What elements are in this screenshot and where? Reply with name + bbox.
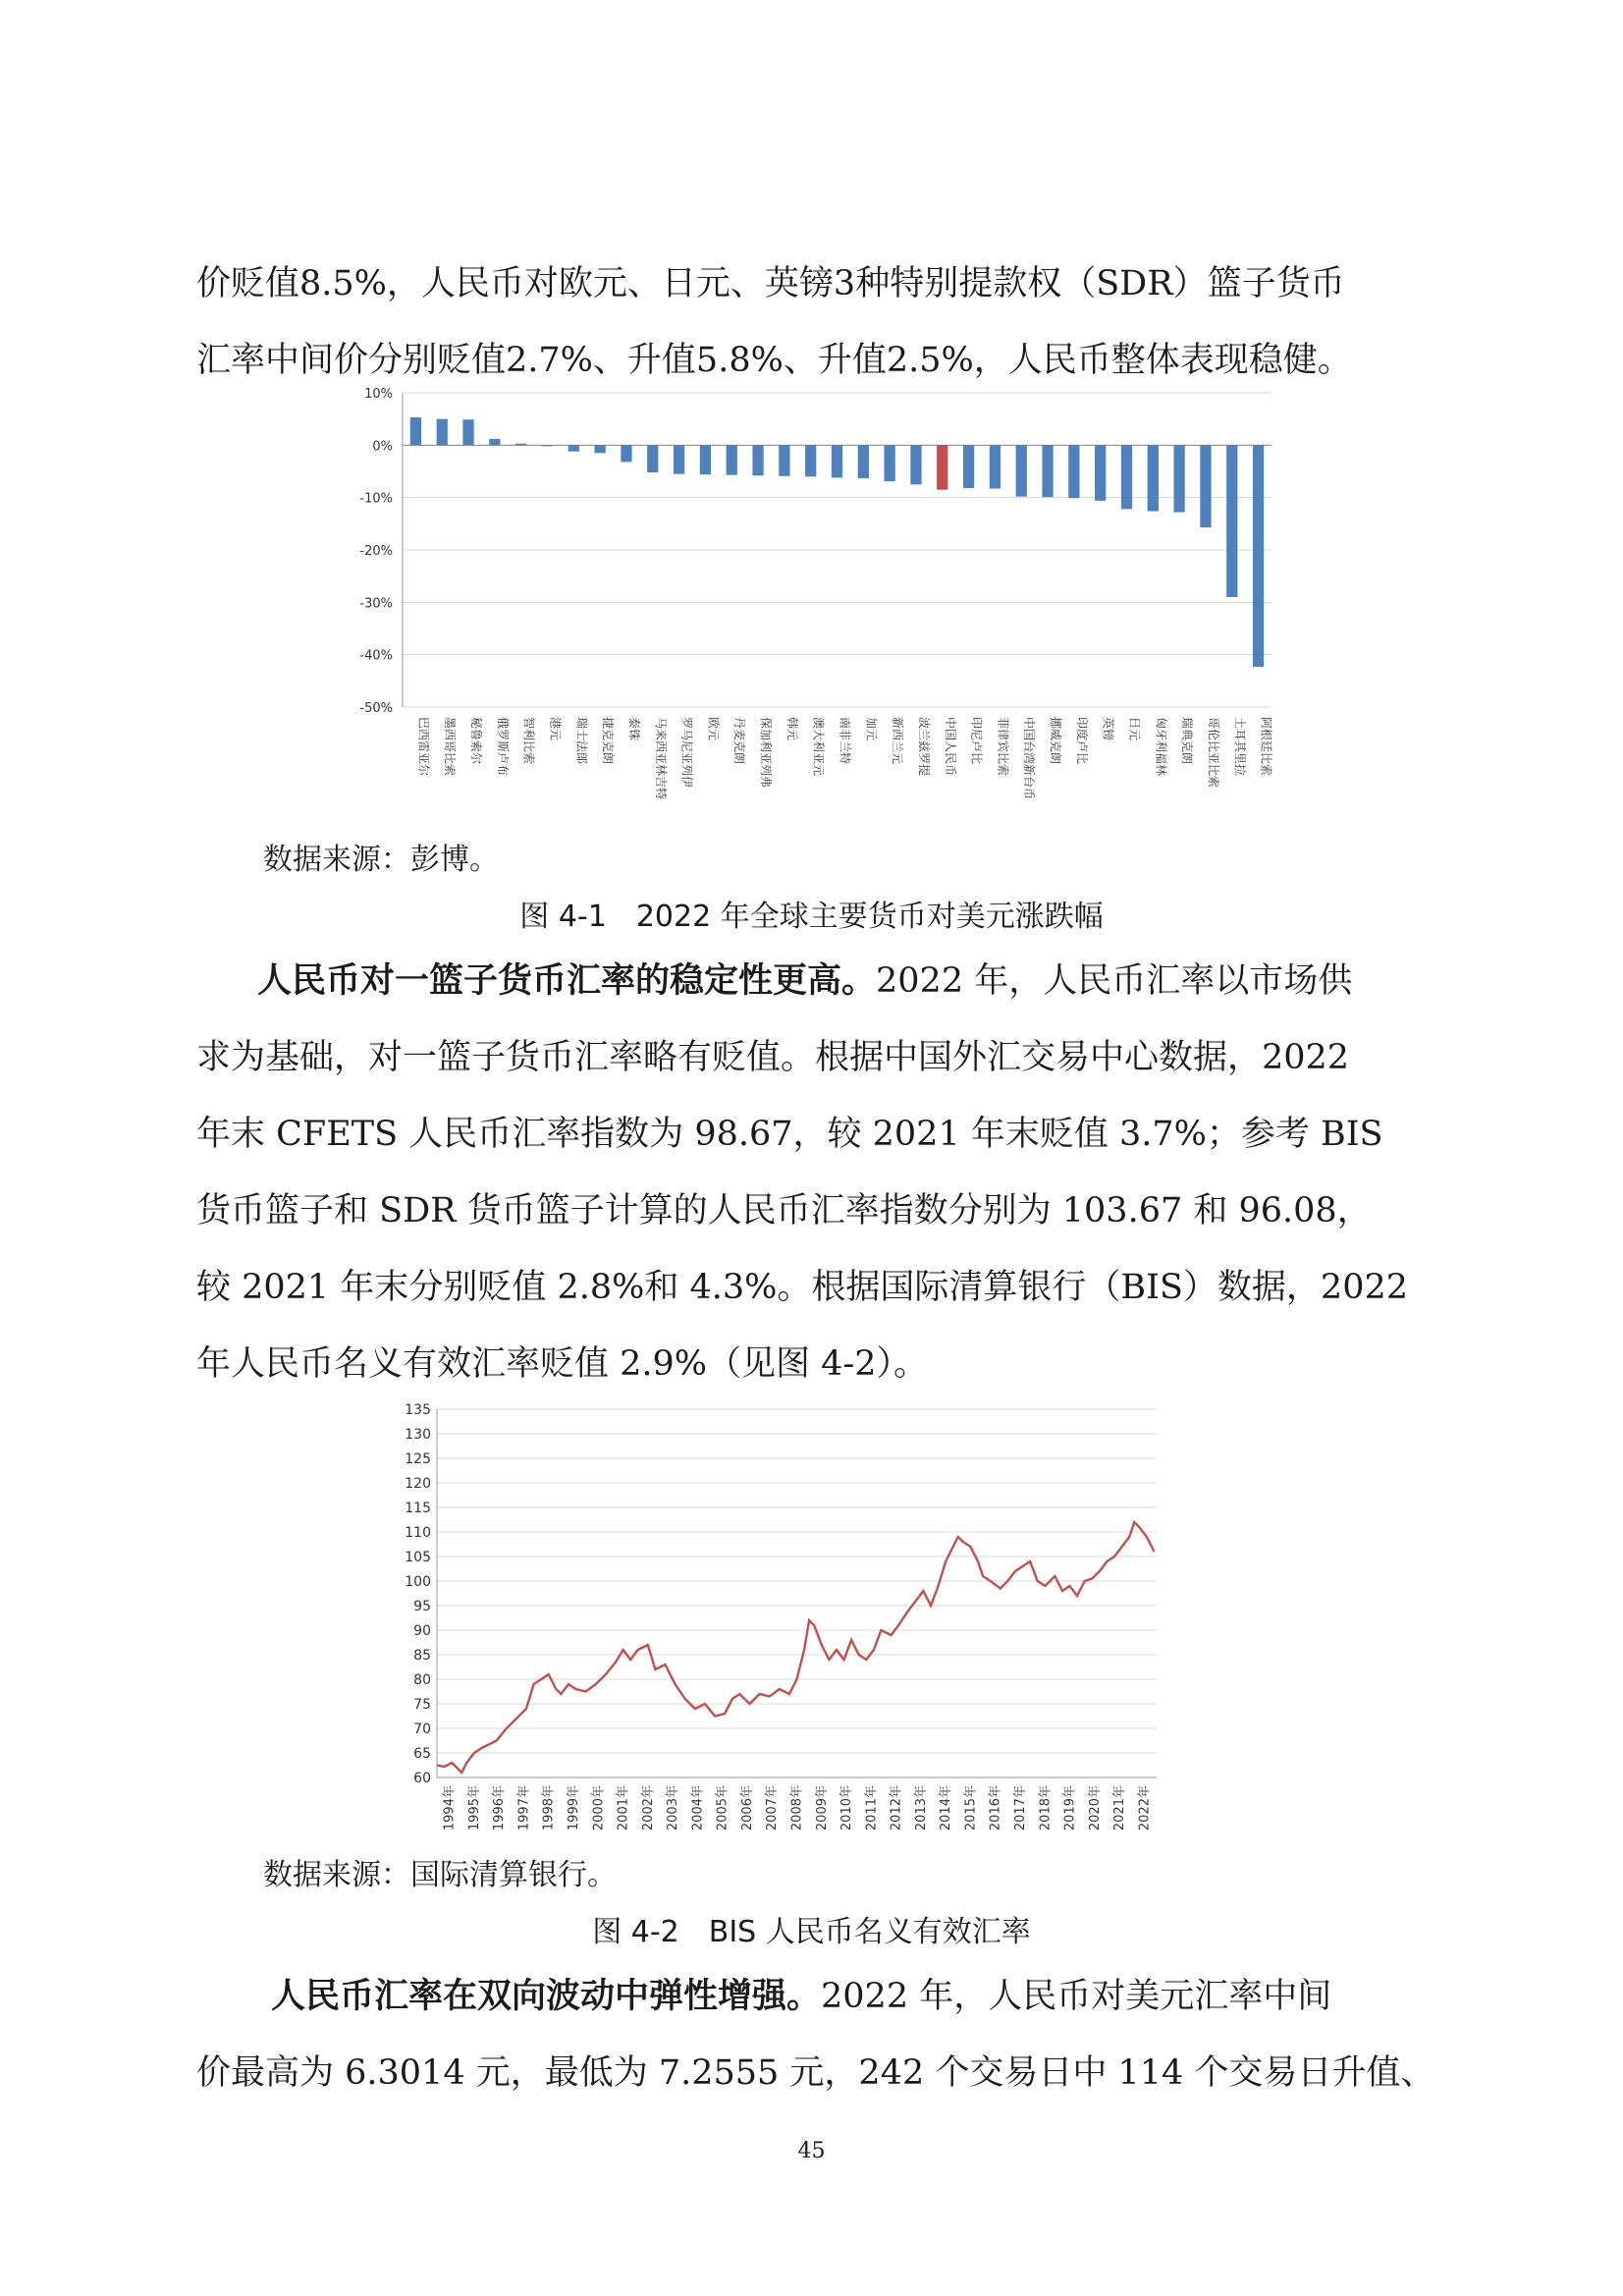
bar-chart-x-label: 港元 — [548, 717, 563, 741]
bar-chart-gridlines — [403, 393, 1271, 707]
line-chart-ytick-label: 80 — [413, 1672, 431, 1688]
bar — [832, 445, 842, 477]
bar — [700, 445, 711, 474]
bar-chart-x-label: 韩元 — [784, 717, 799, 741]
line-chart-x-label: 2006年 — [739, 1785, 755, 1831]
line-chart-ytick-label: 130 — [405, 1427, 431, 1443]
bar — [779, 445, 789, 475]
paragraph-2-line-6: 年人民币名义有效汇率贬值 2.9%（见图 4-2）。 — [196, 1344, 929, 1384]
line-chart-x-label: 2017年 — [1012, 1785, 1028, 1831]
bar-chart-x-label: 新西兰元 — [891, 717, 905, 765]
bar-chart-x-label: 中国台湾新台币 — [1022, 717, 1037, 800]
line-chart-x-label: 2009年 — [814, 1785, 830, 1831]
bar — [674, 445, 684, 473]
line-chart-ytick-label: 120 — [405, 1476, 431, 1492]
bar-chart-x-label: 澳大利亚元 — [811, 717, 826, 777]
line-chart-x-label: 2013年 — [913, 1785, 929, 1831]
line-chart-x-label: 2005年 — [715, 1785, 730, 1831]
line-chart-ytick-label: 110 — [405, 1525, 431, 1541]
paragraph-2 — [196, 943, 1434, 1402]
line-chart-ytick-label: 115 — [405, 1501, 431, 1516]
bar — [647, 445, 658, 472]
bar-chart-ytick-label: -50% — [359, 701, 393, 716]
paragraph-2-line-2: 求为基础，对一篮子货币汇率略有贬值。根据中国外汇交易中心数据，2022 — [196, 1038, 1350, 1077]
fig2-caption: 图 4-2 BIS 人民币名义有效汇率 — [592, 1915, 1031, 1949]
fig2-source: 数据来源：国际清算银行。 — [263, 1858, 617, 1892]
bar-chart-ytick-label: -20% — [359, 544, 393, 559]
bar — [621, 445, 631, 462]
bar-chart-x-label: 捷克克朗 — [601, 717, 616, 765]
fig1-source: 数据来源：彭博。 — [263, 843, 499, 877]
bar-chart-xlabels — [416, 717, 1273, 799]
bar-chart-x-label: 泰铢 — [626, 717, 641, 741]
bar — [1253, 445, 1264, 667]
line-chart-x-label: 1994年 — [442, 1785, 458, 1831]
bar-chart-x-label: 瑞典克朗 — [1180, 717, 1195, 765]
bar-chart-x-label: 欧元 — [706, 717, 721, 741]
line-chart-x-label: 2021年 — [1112, 1785, 1128, 1831]
bar — [1068, 445, 1079, 498]
line-chart-ytick-label: 95 — [413, 1599, 431, 1614]
bar-chart-x-label: 挪威克朗 — [1049, 717, 1063, 765]
line-chart-ytick-label: 70 — [413, 1722, 431, 1737]
bar-chart-x-label: 瑞士法郎 — [574, 717, 589, 765]
fig1-caption: 图 4-1 2022 年全球主要货币对美元涨跌幅 — [519, 900, 1104, 934]
line-chart-gridlines — [437, 1409, 1157, 1777]
bar-chart-4-1 — [0, 378, 1623, 810]
bar-chart-x-label: 菲律宾比索 — [996, 717, 1010, 777]
line-chart-x-label: 2001年 — [616, 1785, 631, 1831]
line-chart-x-label: 2003年 — [666, 1785, 681, 1831]
bar-chart-ytick-label: -30% — [359, 596, 393, 612]
bar-chart-x-label: 保加利亚列弗 — [759, 717, 774, 789]
line-chart-x-label: 2015年 — [963, 1785, 979, 1831]
paragraph-2-lead: 人民币对一篮子货币汇率的稳定性更高。 — [257, 960, 877, 1001]
line-chart-x-label: 2007年 — [765, 1785, 781, 1831]
paragraph-3 — [196, 1958, 1434, 2111]
line-chart-ytick-label: 90 — [413, 1623, 431, 1639]
bar-chart-x-label: 哥伦比亚比索 — [1206, 717, 1220, 789]
line-chart-ytick-label: 85 — [413, 1648, 431, 1664]
line-chart-x-label: 2000年 — [591, 1785, 607, 1831]
bar-chart-x-label: 丹麦克朗 — [732, 717, 747, 765]
line-chart-ytick-label: 105 — [405, 1550, 431, 1565]
line-chart-ytick-label: 75 — [413, 1697, 431, 1713]
bar — [1148, 445, 1159, 511]
line-chart-ytick-label: 60 — [413, 1771, 431, 1786]
bar — [568, 445, 579, 451]
bar-chart-ytick-label: 10% — [364, 387, 393, 402]
page-number: 45 — [797, 2139, 826, 2163]
paragraph-3-line-1-rest: 2022 年，人民币对美元汇率中间 — [821, 1977, 1332, 2016]
bar — [752, 445, 763, 475]
bar — [1226, 445, 1237, 597]
line-chart-x-label: 2019年 — [1062, 1785, 1078, 1831]
bar-chart-x-label: 智利比索 — [521, 717, 536, 765]
intro-paragraph — [196, 246, 1434, 399]
line-chart-series — [437, 1522, 1155, 1773]
paragraph-2-line-1-rest: 2022 年，人民币汇率以市场供 — [876, 961, 1353, 1001]
paragraph-2-line-5: 较 2021 年末分别贬值 2.8%和 4.3%。根据国际清算银行（BIS）数据，2022 — [196, 1268, 1409, 1307]
line-chart-x-label: 2018年 — [1038, 1785, 1054, 1831]
bar — [937, 445, 947, 489]
paragraph-3-line-2: 价最高为 6.3014 元，最低为 7.2555 元，242 个交易日中 114 个交易日升值、 — [196, 2053, 1435, 2093]
bar — [515, 444, 526, 446]
bar-chart-bars — [410, 417, 1264, 667]
intro-line-2: 汇率中间价分别贬值2.7%、升值5.8%、升值2.5%，人民币整体表现稳健。 — [196, 341, 1352, 380]
bar-chart-ytick-label: -40% — [359, 648, 393, 664]
bar — [1174, 445, 1185, 512]
paragraph-3-line-1 — [196, 1958, 1434, 2035]
bar-chart-x-label: 秘鲁索尔 — [469, 717, 484, 765]
line-chart-x-label: 1995年 — [466, 1785, 482, 1831]
line-chart-x-label: 2002年 — [640, 1785, 656, 1831]
bar — [489, 439, 500, 445]
bar-chart-x-label: 英镑 — [1101, 717, 1115, 741]
line-chart-x-label: 2011年 — [864, 1785, 880, 1831]
bar — [542, 445, 553, 446]
bar-chart-x-label: 日元 — [1127, 717, 1142, 741]
bar-chart-ytick-label: 0% — [372, 439, 393, 455]
intro-line-1: 价贬值8.5%，人民币对欧元、日元、英镑3种特别提款权（SDR）篮子货币 — [196, 264, 1345, 303]
bar — [1200, 445, 1211, 527]
bar-chart-x-label: 马来西亚林吉特 — [653, 717, 668, 800]
bar-chart-x-label: 印度卢比 — [1074, 717, 1089, 765]
bar — [1016, 445, 1027, 496]
line-chart-ytick-label: 65 — [413, 1746, 431, 1762]
bar-chart-x-label: 罗马尼亚列伊 — [679, 717, 694, 789]
bar-chart-x-label: 墨西哥比索 — [443, 717, 458, 777]
bar — [963, 445, 974, 488]
line-chart-x-label: 2012年 — [889, 1785, 904, 1831]
line-chart-x-label: 1996年 — [492, 1785, 508, 1831]
bar-chart-x-label: 南非兰特 — [838, 717, 852, 765]
bar — [437, 419, 448, 446]
paragraph-3-lead: 人民币汇率在双向波动中弹性增强。 — [271, 1976, 822, 2016]
line-chart-x-label: 1997年 — [516, 1785, 532, 1831]
bar — [462, 419, 473, 445]
bar-chart-yticks — [359, 387, 393, 716]
line-chart-x-label: 2016年 — [988, 1785, 1003, 1831]
bar-chart-x-label: 阿根廷比索 — [1259, 717, 1273, 777]
line-chart-ytick-label: 100 — [405, 1574, 431, 1590]
bar-chart-ytick-label: -10% — [359, 491, 393, 507]
bar-chart-x-label: 印尼卢比 — [969, 717, 984, 765]
bar-chart-x-label: 波兰兹罗提 — [916, 717, 931, 777]
line-chart-yticks — [405, 1402, 431, 1786]
bar-chart-x-label: 中国人民币 — [943, 717, 957, 777]
bar — [885, 445, 895, 481]
line-chart-ytick-label: 125 — [405, 1451, 431, 1467]
bar — [910, 445, 921, 484]
bar — [805, 445, 816, 476]
line-chart-x-label: 2008年 — [789, 1785, 805, 1831]
line-chart-x-label: 1998年 — [541, 1785, 557, 1831]
bar-chart-x-label: 匈牙利福林 — [1154, 717, 1168, 777]
bar — [858, 445, 869, 478]
bar-chart-x-label: 加元 — [864, 717, 879, 741]
line-chart-xlabels — [442, 1785, 1153, 1831]
bar — [727, 445, 737, 474]
line-chart-x-label: 2010年 — [839, 1785, 855, 1831]
bar — [1095, 445, 1106, 501]
bar-chart-x-label: 土耳其里拉 — [1232, 717, 1247, 777]
bar — [1121, 445, 1132, 509]
bar-chart-x-label: 俄罗斯卢布 — [495, 717, 510, 777]
bar — [595, 445, 606, 453]
line-chart-x-label: 2004年 — [690, 1785, 706, 1831]
paragraph-2-line-3: 年末 CFETS 人民币汇率指数为 98.67，较 2021 年末贬值 3.7%；参考 BIS — [196, 1115, 1383, 1154]
line-chart-x-label: 2014年 — [939, 1785, 954, 1831]
paragraph-2-line-1 — [196, 943, 1434, 1019]
line-chart-ytick-label: 135 — [405, 1402, 431, 1418]
line-chart-x-label: 1999年 — [567, 1785, 582, 1831]
bar — [410, 417, 421, 445]
bar — [1042, 445, 1053, 497]
line-chart-4-2 — [0, 1394, 1623, 1846]
line-chart-x-label: 2020年 — [1087, 1785, 1103, 1831]
line-chart-x-label: 2022年 — [1137, 1785, 1153, 1831]
bar-chart-x-label: 巴西雷亚尔 — [416, 717, 431, 777]
paragraph-2-line-4: 货币篮子和 SDR 货币篮子计算的人民币汇率指数分别为 103.67 和 96.08， — [196, 1191, 1372, 1230]
bar — [990, 445, 1001, 488]
